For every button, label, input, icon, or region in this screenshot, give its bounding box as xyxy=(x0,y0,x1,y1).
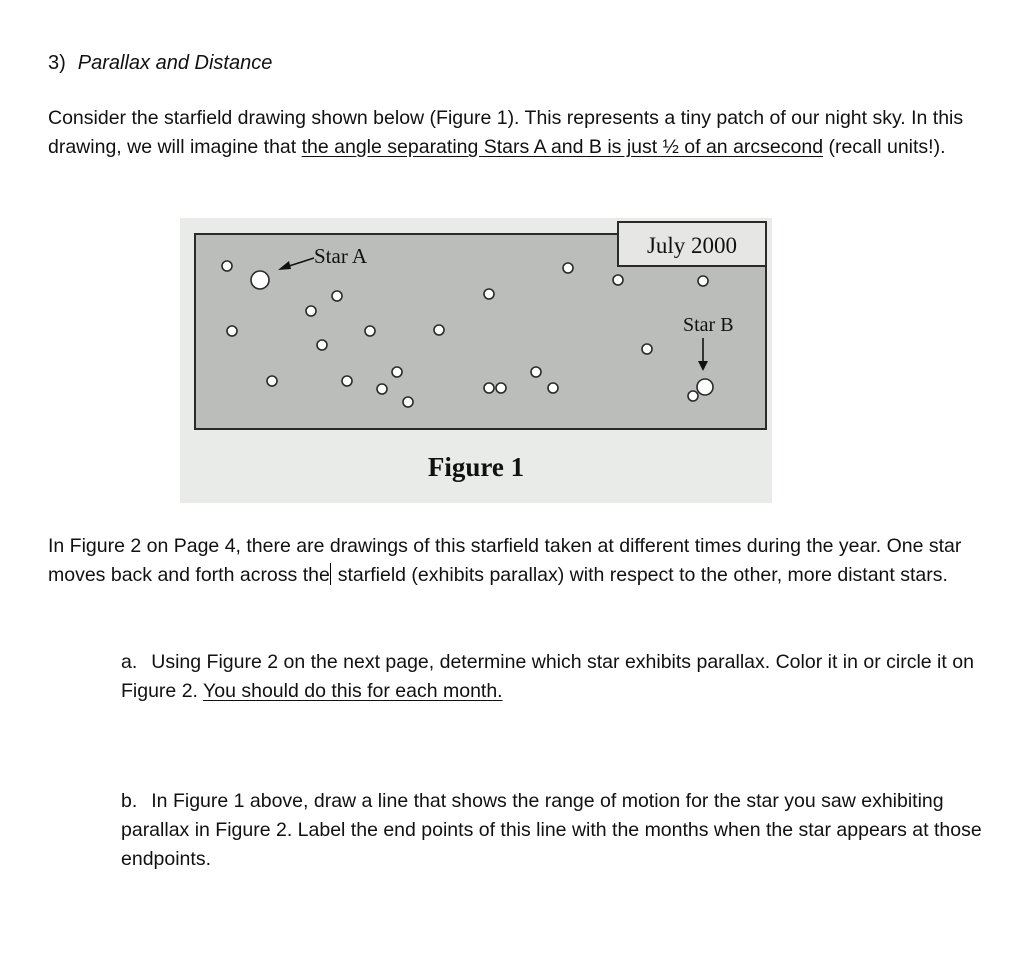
part-a-underlined-text: You should do this for each month. xyxy=(203,680,503,702)
part-a-text: Using Figure 2 on the next page, determine which star exhibits parallax. Color it in or circle it on Figure 2. xyxy=(121,651,974,702)
star xyxy=(222,261,232,271)
part-b-label: b. xyxy=(121,790,138,812)
star xyxy=(484,383,494,393)
star xyxy=(377,384,387,394)
intro-text-2: (recall units!). xyxy=(823,136,946,158)
star xyxy=(365,326,375,336)
part-b xyxy=(121,787,991,874)
intro-paragraph xyxy=(48,104,978,162)
star-a-label: Star A xyxy=(314,244,368,268)
star xyxy=(698,276,708,286)
star xyxy=(332,291,342,301)
star xyxy=(434,325,444,335)
star-a xyxy=(251,271,269,289)
star xyxy=(548,383,558,393)
figure-1-image xyxy=(180,218,772,503)
star xyxy=(484,289,494,299)
intro-text-1: Consider the starfield drawing shown below (Figure 1). This represents a tiny patch of our night sky. In this drawing, we will imagine that xyxy=(48,107,964,158)
star xyxy=(267,376,277,386)
intro-underlined-text: the angle separating Stars A and B is just ½ of an arcsecond xyxy=(301,136,824,158)
question-heading xyxy=(48,50,272,76)
date-label: July 2000 xyxy=(646,233,738,258)
star xyxy=(563,263,573,273)
star xyxy=(403,397,413,407)
star xyxy=(392,367,402,377)
star xyxy=(227,326,237,336)
figure-caption: Figure 1 xyxy=(427,452,525,482)
part-b-text: In Figure 1 above, draw a line that shows the range of motion for the star you saw exhibiting parallax in Figure 2. Label the end points of this line with the months when the star appears at those endpoints. xyxy=(121,790,982,870)
parallax-text-2: starfield (exhibits parallax) with respect to the other, more distant stars. xyxy=(332,564,948,586)
star-b xyxy=(697,379,713,395)
part-a xyxy=(121,648,991,706)
part-a-label: a. xyxy=(121,651,138,673)
parallax-text-1: In Figure 2 on Page 4, there are drawings of this starfield taken at different times during the year. One star moves back and forth across the xyxy=(48,535,962,586)
star xyxy=(342,376,352,386)
star xyxy=(642,344,652,354)
star xyxy=(531,367,541,377)
star xyxy=(496,383,506,393)
star xyxy=(688,391,698,401)
question-title: Parallax and Distance xyxy=(77,52,273,74)
parallax-paragraph xyxy=(48,532,978,590)
star xyxy=(613,275,623,285)
question-number: 3) xyxy=(48,52,66,74)
star-b-label: Star B xyxy=(683,314,734,336)
star xyxy=(306,306,316,316)
star xyxy=(317,340,327,350)
